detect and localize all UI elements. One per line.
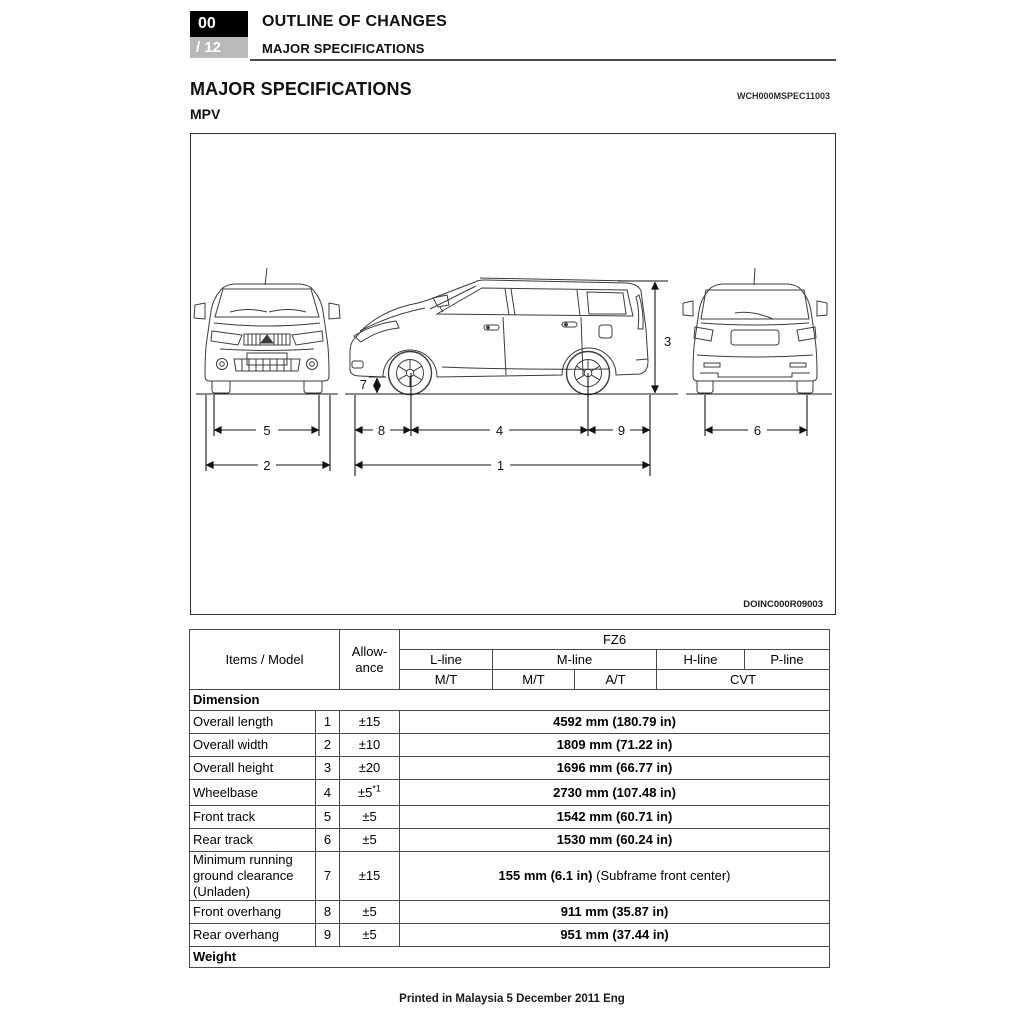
value-text: 1809 mm (71.22 in) <box>556 737 673 753</box>
value-text: 1542 mm (60.71 in) <box>556 809 673 825</box>
allowance-line2: ance <box>355 659 384 675</box>
dim-label-2: 2 <box>263 458 271 473</box>
cell-num: 2 <box>316 734 340 757</box>
cell-num: 8 <box>316 900 340 923</box>
cell-value <box>400 734 830 757</box>
table-row <box>190 711 830 734</box>
rear-view-drawing <box>683 268 827 393</box>
specifications-table <box>189 629 830 968</box>
table-header-row-model <box>190 630 830 650</box>
chapter-page-code-box: / 12 <box>190 37 248 58</box>
col-header-h-line: H-line <box>657 650 745 670</box>
cell-item: Rear track <box>190 829 316 852</box>
col-header-cvt: CVT <box>657 670 830 690</box>
dim-label-5: 5 <box>263 423 271 438</box>
value-text: 4592 mm (180.79 in) <box>553 714 676 730</box>
cell-item: Wheelbase <box>190 780 316 806</box>
allowance-sup: *1 <box>372 783 381 794</box>
allowance-value: ±20 <box>358 760 381 776</box>
cell-value <box>400 780 830 806</box>
cell-item: Front overhang <box>190 900 316 923</box>
cell-num: 4 <box>316 780 340 806</box>
cell-allowance <box>340 829 400 852</box>
cell-item: Front track <box>190 806 316 829</box>
table-row <box>190 734 830 757</box>
table-row <box>190 757 830 780</box>
cell-value <box>400 852 830 901</box>
value-text: 911 mm (35.87 in) <box>560 903 669 919</box>
allowance-value: ±15 <box>358 867 381 883</box>
col-header-model-fz6: FZ6 <box>400 630 830 650</box>
chapter-subtitle: MAJOR SPECIFICATIONS <box>262 41 425 56</box>
col-header-m-line: M-line <box>493 650 657 670</box>
col-header-l-line: L-line <box>400 650 493 670</box>
cell-value <box>400 806 830 829</box>
vehicle-dimensions-diagram <box>190 133 836 615</box>
col-header-mt-2: M/T <box>493 670 575 690</box>
value-note: (Subframe front center) <box>596 867 731 883</box>
dim-label-1: 1 <box>496 458 505 473</box>
table-row <box>190 923 830 946</box>
cell-item: Minimum running ground clearance (Unladen) <box>190 852 316 901</box>
cell-allowance <box>340 734 400 757</box>
cell-item: Overall height <box>190 757 316 780</box>
cell-value <box>400 757 830 780</box>
allowance-line1: Allow- <box>351 643 388 659</box>
section-row-weight <box>190 946 830 967</box>
dim-label-3: 3 <box>664 334 672 349</box>
col-header-at: A/T <box>575 670 657 690</box>
rear-antenna <box>754 268 755 285</box>
print-footer: Printed in Malaysia 5 December 2011 Eng <box>399 993 625 1005</box>
dim-label-7: 7 <box>359 377 367 392</box>
cell-num: 7 <box>316 852 340 901</box>
cell-item: Overall width <box>190 734 316 757</box>
figure-border <box>191 134 836 615</box>
cell-allowance <box>340 780 400 806</box>
table-row <box>190 900 830 923</box>
cell-value <box>400 900 830 923</box>
cell-value <box>400 923 830 946</box>
cell-allowance <box>340 757 400 780</box>
table-row <box>190 852 830 901</box>
table-row <box>190 806 830 829</box>
col-header-allowance <box>340 630 400 690</box>
section-code: WCH000MSPEC11003 <box>736 91 830 101</box>
front-view-drawing <box>194 268 340 393</box>
allowance-value: ±5 <box>362 809 377 825</box>
cell-value <box>400 829 830 852</box>
allowance-value: ±15 <box>358 714 381 730</box>
cell-num: 3 <box>316 757 340 780</box>
table-row <box>190 829 830 852</box>
cell-allowance <box>340 852 400 901</box>
dim-label-9: 9 <box>617 423 626 438</box>
cell-item: Rear overhang <box>190 923 316 946</box>
section-header-weight: Weight <box>190 946 830 967</box>
value-text: 951 mm (37.44 in) <box>560 926 669 942</box>
header-rule <box>250 59 836 61</box>
section-row-dimension <box>190 690 830 711</box>
dim-label-4: 4 <box>495 423 504 438</box>
col-header-items-model: Items / Model <box>190 630 340 690</box>
allowance-value: ±5 <box>362 832 377 848</box>
value-text: 1530 mm (60.24 in) <box>556 832 673 848</box>
allowance-value: ±5 <box>362 926 377 942</box>
value-text: 155 mm (6.1 in) <box>498 867 593 883</box>
cell-allowance <box>340 806 400 829</box>
cell-allowance <box>340 900 400 923</box>
cell-num: 5 <box>316 806 340 829</box>
vehicle-type-label: MPV <box>190 106 221 122</box>
value-text: 1696 mm (66.77 in) <box>556 760 673 776</box>
allowance-value: ±10 <box>358 737 381 753</box>
front-antenna <box>265 268 267 285</box>
cell-item: Overall length <box>190 711 316 734</box>
allowance-value: ±5 <box>362 903 377 919</box>
cell-allowance <box>340 711 400 734</box>
cell-value <box>400 711 830 734</box>
side-view-drawing <box>350 278 648 395</box>
dimensions-figure <box>190 133 836 615</box>
col-header-mt-1: M/T <box>400 670 493 690</box>
cell-num: 1 <box>316 711 340 734</box>
cell-num: 6 <box>316 829 340 852</box>
figure-code: DOINC000R09003 <box>743 599 823 610</box>
section-title: MAJOR SPECIFICATIONS <box>190 79 412 99</box>
section-header-dimension: Dimension <box>190 690 830 711</box>
chapter-number-box: 00 <box>190 11 248 37</box>
dim-label-6: 6 <box>753 423 762 438</box>
dimension-labels <box>263 334 761 473</box>
dim-label-8: 8 <box>377 423 386 438</box>
table-row <box>190 780 830 806</box>
value-text: 2730 mm (107.48 in) <box>553 784 676 800</box>
chapter-title: OUTLINE OF CHANGES <box>262 13 447 30</box>
allowance-value: ±5 <box>358 784 373 800</box>
col-header-p-line: P-line <box>745 650 830 670</box>
cell-allowance <box>340 923 400 946</box>
cell-num: 9 <box>316 923 340 946</box>
